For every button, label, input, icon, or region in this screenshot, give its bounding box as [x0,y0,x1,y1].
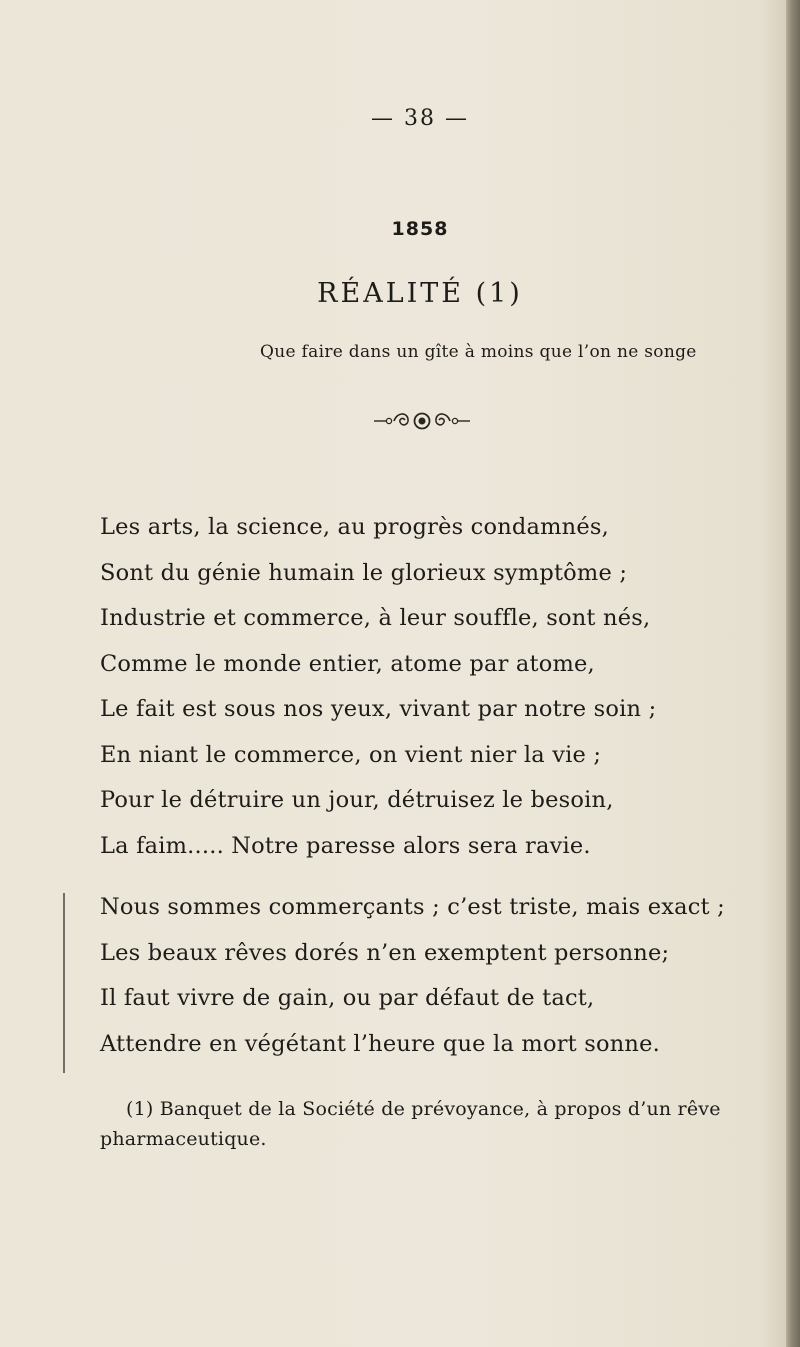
verse-line: La faim..... Notre paresse alors sera ravie. [100,832,591,859]
book-spine-edge [786,0,800,1347]
verse-line: Nous sommes commerçants ; c’est triste, mais exact ; [100,894,725,920]
verse-line: Industrie et commerce, à leur souffle, sont nés, [100,605,651,631]
verse-line: Pour le détruire un jour, détruisez le besoin, [100,787,614,813]
verse-line: Les arts, la science, au progrès condamnés, [100,514,609,540]
verse-line: Attendre en végétant l’heure que la mort sonne. [100,1030,660,1057]
verse-line: Comme le monde entier, atome par atome, [100,650,595,677]
verse-line: Le fait est sous nos yeux, vivant par notre soin ; [100,696,657,722]
verse-line: En niant le commerce, on vient nier la vie ; [100,741,602,768]
poem-year: 1858 [391,218,449,240]
margin-mark [63,893,65,1073]
poem-stanza-1 [100,505,656,869]
poem-title: RÉALITÉ (1) [317,278,523,309]
verse-line: Il faut vivre de gain, ou par défaut de tact, [100,985,595,1011]
poem-epigraph: Que faire dans un gîte à moins que l’on ne songe [260,342,697,362]
page-number: — 38 — [371,106,469,131]
footnote: (1) Banquet de la Société de prévoyance, à propos d’un rêve pharmaceutique. [100,1098,721,1150]
ornamental-divider-icon [372,408,472,434]
poem-stanza-2 [100,885,725,1067]
verse-line: Sont du génie humain le glorieux symptôme ; [100,559,628,586]
verse-line: Les beaux rêves dorés n’en exemptent personne; [100,939,670,966]
